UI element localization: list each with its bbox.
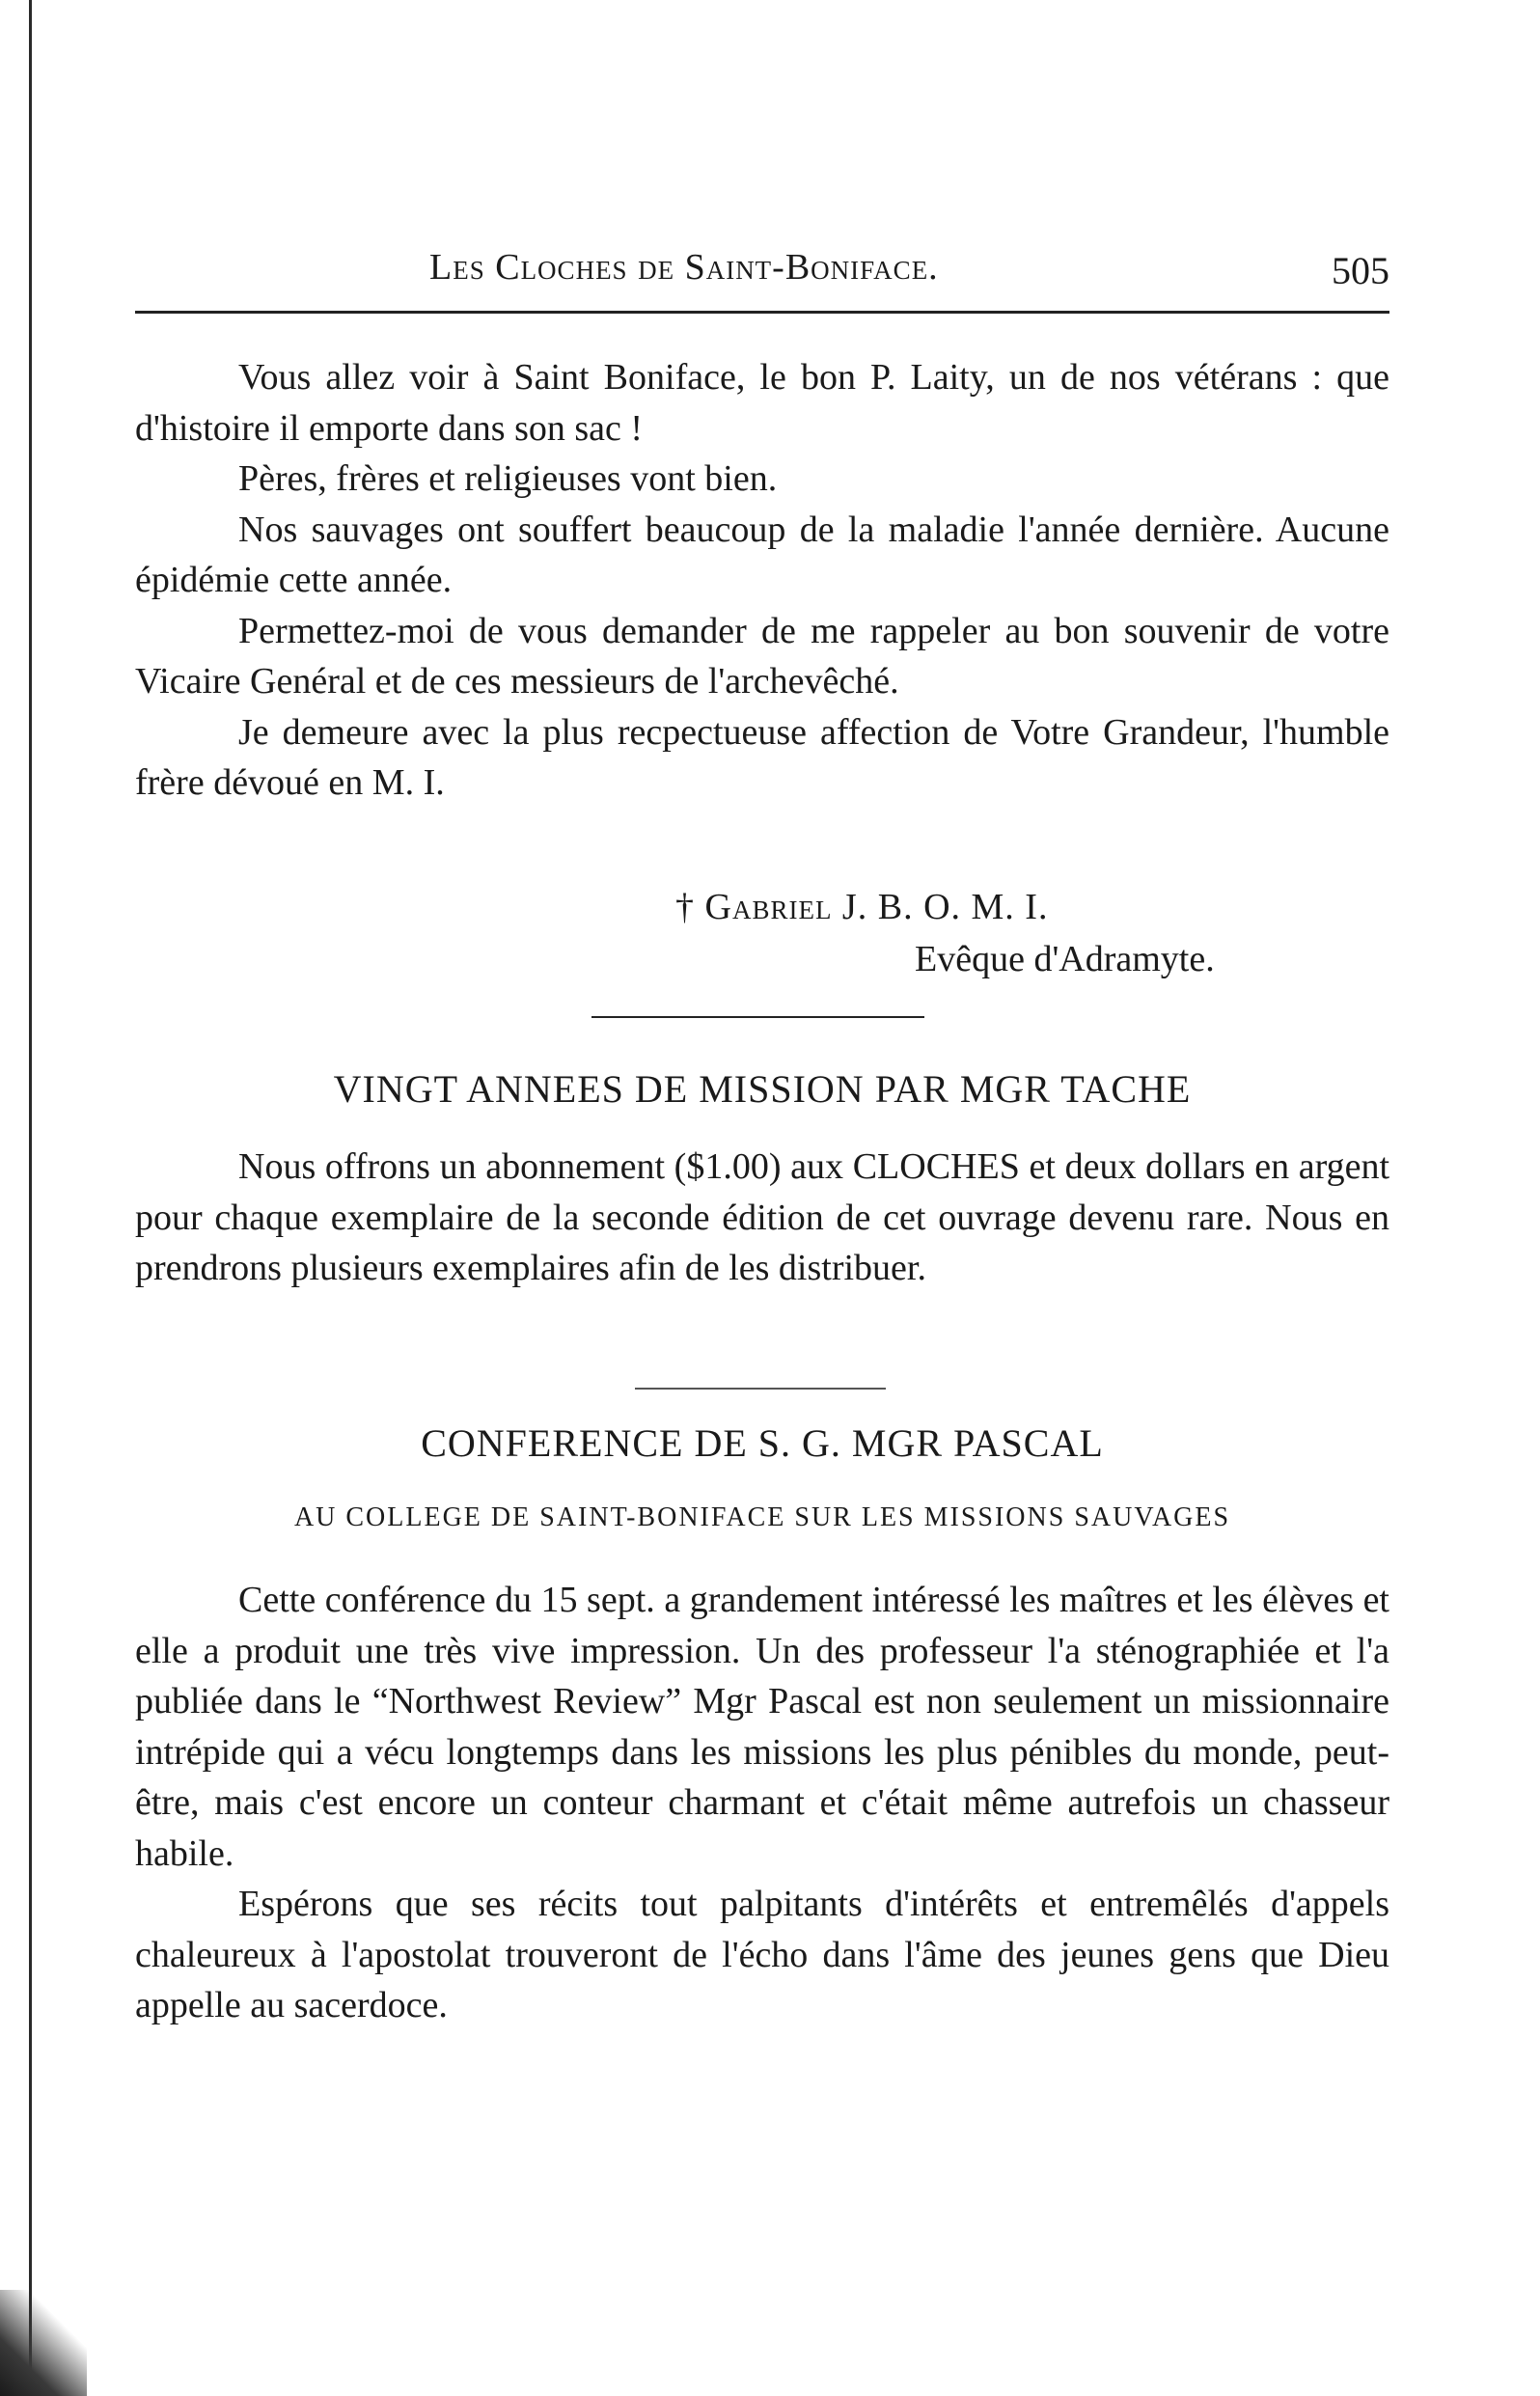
letter-body bbox=[135, 352, 1389, 809]
signature-title: Evêque d'Adramyte. bbox=[915, 939, 1215, 979]
section-divider bbox=[591, 1016, 924, 1018]
conference-body bbox=[135, 1575, 1389, 2031]
letter-paragraph: Vous allez voir à Saint Boniface, le bon P. Laity, un de nos vétérans : que d'histoire il emporte dans son sac ! bbox=[135, 357, 1389, 449]
page-corner-shadow bbox=[0, 2290, 87, 2396]
signature-name: † Gabriel J. B. O. M. I. bbox=[675, 887, 1049, 927]
section-divider bbox=[635, 1388, 886, 1390]
page-number: 505 bbox=[1332, 249, 1389, 292]
letter-paragraph: Nos sauvages ont souffert beaucoup de la maladie l'année dernière. Aucune épidémie cette année. bbox=[135, 509, 1389, 600]
binding-edge bbox=[29, 0, 32, 2396]
vingt-paragraph: Nous offrons un abonnement ($1.00) aux CLOCHES et deux dollars en argent pour chaque exemplaire de la seconde édition de cet ouvrage devenu rare. Nous en prendrons plusieurs exemplaires afin de les distribuer. bbox=[135, 1146, 1389, 1288]
section-heading-vingt: VINGT ANNEES DE MISSION PAR MGR TACHE bbox=[333, 1067, 1192, 1111]
running-title: Les Cloches de Saint-Boniface. bbox=[429, 247, 939, 288]
conference-paragraph: Espérons que ses récits tout palpitants d'intérêts et entremêlés d'appels chaleureux à l'apostolat trouveront de l'écho dans l'âme des jeunes gens que Dieu appelle au sacerdoce. bbox=[135, 1884, 1389, 2025]
letter-paragraph: Pères, frères et religieuses vont bien. bbox=[238, 458, 778, 499]
letter-paragraph: Permettez-moi de vous demander de me rappeler au bon souvenir de votre Vicaire Genéral et de ces messieurs de l'archevêché. bbox=[135, 610, 1389, 702]
section-subheading-conference: AU COLLEGE DE SAINT-BONIFACE SUR LES MISSIONS SAUVAGES bbox=[293, 1502, 1231, 1532]
running-header bbox=[135, 236, 1389, 304]
section-heading-conference: CONFERENCE DE S. G. MGR PASCAL bbox=[421, 1421, 1104, 1465]
vingt-body bbox=[135, 1142, 1389, 1294]
conference-paragraph: Cette conférence du 15 sept. a grandement intéressé les maîtres et les élèves et elle a produit une très vive impression. Un des professeur l'a sténographiée et l'a publiée dans le “Northwest Review” Mgr Pascal est non seulement un missionnaire intrépide qui a vécu longtemps dans les missions les plus pénibles du monde, peut-être, mais c'est encore un conteur charmant et c'était même autrefois un chasseur habile. bbox=[135, 1580, 1389, 1874]
header-rule bbox=[135, 311, 1389, 314]
letter-paragraph: Je demeure avec la plus recpectueuse affection de Votre Grandeur, l'humble frère dévoué en M. I. bbox=[135, 711, 1389, 803]
